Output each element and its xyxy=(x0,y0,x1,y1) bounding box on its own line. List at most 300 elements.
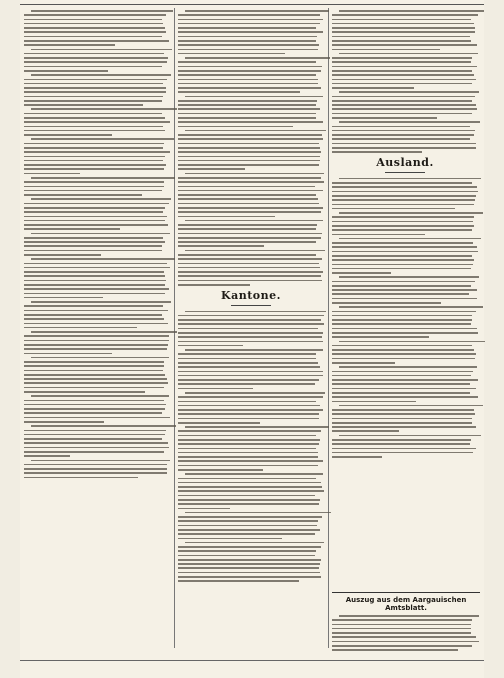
text-line xyxy=(332,199,475,201)
text-line xyxy=(178,478,316,480)
text-line xyxy=(178,456,318,458)
text-line xyxy=(339,366,477,368)
text-line xyxy=(31,331,177,333)
text-line xyxy=(24,36,162,38)
text-line xyxy=(185,10,329,12)
text-line xyxy=(178,366,320,368)
text-line xyxy=(332,285,471,287)
text-line xyxy=(31,460,170,462)
text-line xyxy=(332,100,472,102)
text-line xyxy=(178,198,318,200)
text-line xyxy=(178,516,322,518)
text-line xyxy=(332,208,455,210)
text-line xyxy=(332,251,478,253)
text-line xyxy=(24,70,108,72)
text-line xyxy=(332,439,471,441)
text-line xyxy=(178,160,320,162)
text-line xyxy=(24,335,169,337)
text-line xyxy=(24,455,70,457)
text-line xyxy=(332,36,470,38)
text-line xyxy=(178,194,316,196)
text-line xyxy=(332,113,472,115)
text-line xyxy=(185,173,324,175)
text-line xyxy=(24,143,164,145)
text-line xyxy=(178,315,324,317)
text-line xyxy=(178,353,316,355)
text-line xyxy=(339,10,484,12)
text-line xyxy=(332,57,472,59)
text-line xyxy=(178,409,323,411)
text-line xyxy=(24,391,145,393)
column-center xyxy=(178,10,324,585)
text-line xyxy=(24,323,168,325)
text-line xyxy=(332,23,474,25)
text-line xyxy=(24,44,115,46)
text-line xyxy=(24,387,164,389)
text-line xyxy=(178,572,320,574)
text-line xyxy=(178,413,319,415)
text-line xyxy=(332,293,469,295)
text-line xyxy=(31,74,170,76)
text-line xyxy=(332,362,395,364)
text-line xyxy=(24,96,163,98)
text-line xyxy=(24,374,165,376)
text-line xyxy=(178,383,315,385)
text-line xyxy=(185,130,326,132)
text-line xyxy=(178,490,324,492)
text-line xyxy=(178,284,250,286)
column-right-lower xyxy=(332,178,478,458)
text-line xyxy=(332,14,478,16)
text-line xyxy=(178,211,321,213)
text-line xyxy=(178,452,318,454)
text-line xyxy=(24,151,170,153)
text-line xyxy=(178,216,275,218)
text-line xyxy=(24,23,163,25)
text-line xyxy=(332,636,476,638)
text-line xyxy=(178,271,323,273)
text-line xyxy=(332,147,476,149)
text-line xyxy=(31,395,168,397)
text-line xyxy=(24,168,164,170)
text-line xyxy=(332,195,476,197)
text-line xyxy=(332,430,399,432)
text-line xyxy=(178,379,319,381)
text-line xyxy=(178,258,322,260)
text-line xyxy=(339,405,482,407)
text-line xyxy=(332,104,476,106)
text-line xyxy=(178,508,230,510)
text-line xyxy=(178,74,316,76)
text-line xyxy=(178,186,315,188)
text-line xyxy=(178,319,321,321)
text-line xyxy=(24,181,164,183)
text-line xyxy=(332,632,471,634)
text-line xyxy=(332,311,476,313)
text-line xyxy=(24,271,164,273)
text-line xyxy=(178,332,323,334)
text-line xyxy=(178,529,320,531)
text-line xyxy=(332,66,477,68)
text-line xyxy=(332,61,471,63)
text-line xyxy=(332,151,422,153)
text-line xyxy=(178,533,315,535)
text-line xyxy=(178,177,321,179)
text-line xyxy=(339,121,480,123)
text-line xyxy=(24,57,168,59)
text-line xyxy=(332,319,472,321)
text-line xyxy=(178,263,319,265)
text-line xyxy=(178,207,323,209)
text-line xyxy=(24,438,162,440)
text-line xyxy=(178,439,320,441)
text-line xyxy=(178,401,316,403)
text-line xyxy=(332,255,472,257)
text-line xyxy=(178,113,316,115)
text-line xyxy=(332,396,478,398)
text-line xyxy=(24,156,165,158)
text-line xyxy=(24,288,169,290)
text-line xyxy=(339,53,477,55)
text-line xyxy=(178,143,319,145)
amtsblatt-text xyxy=(332,615,480,651)
text-line xyxy=(24,442,168,444)
text-line xyxy=(178,14,320,16)
text-line xyxy=(24,186,164,188)
text-line xyxy=(178,323,324,325)
text-line xyxy=(332,619,472,621)
text-line xyxy=(24,104,143,106)
text-line xyxy=(24,284,165,286)
text-line xyxy=(31,425,176,427)
text-line xyxy=(332,186,477,188)
text-line xyxy=(178,138,323,140)
text-line xyxy=(24,19,162,21)
text-line xyxy=(332,375,471,377)
column-left xyxy=(24,10,170,481)
top-rule xyxy=(20,4,484,5)
text-line xyxy=(31,357,168,359)
text-line xyxy=(178,237,321,239)
text-line xyxy=(24,404,166,406)
text-line xyxy=(332,281,475,283)
text-line xyxy=(178,576,321,578)
text-line xyxy=(178,53,285,55)
text-line xyxy=(332,409,474,411)
text-line xyxy=(24,412,162,414)
text-line xyxy=(31,10,173,12)
text-line xyxy=(332,242,473,244)
text-line xyxy=(339,615,478,617)
text-line xyxy=(178,36,317,38)
text-line xyxy=(178,460,323,462)
text-line xyxy=(332,27,475,29)
text-line xyxy=(178,580,299,582)
text-line xyxy=(332,143,476,145)
text-line xyxy=(31,301,171,303)
text-line xyxy=(31,108,177,110)
text-line xyxy=(24,245,162,247)
text-line xyxy=(24,237,163,239)
text-line xyxy=(178,117,316,119)
text-line xyxy=(185,349,322,351)
text-line xyxy=(178,555,315,557)
text-line xyxy=(332,246,477,248)
text-line xyxy=(178,31,323,33)
text-line xyxy=(178,49,318,51)
text-line xyxy=(24,344,168,346)
text-line xyxy=(178,134,322,136)
text-line xyxy=(24,228,120,230)
text-line xyxy=(339,306,483,308)
text-line xyxy=(332,452,473,454)
text-line xyxy=(332,216,474,218)
text-line xyxy=(332,272,391,274)
text-line xyxy=(178,563,320,565)
text-line xyxy=(178,91,300,93)
text-line xyxy=(178,503,319,505)
text-line xyxy=(24,267,170,269)
text-line xyxy=(178,430,321,432)
text-line xyxy=(332,31,475,33)
bottom-rule xyxy=(20,660,484,661)
section-heading-ausland xyxy=(332,156,478,173)
text-line xyxy=(24,203,169,205)
text-line xyxy=(178,435,316,437)
text-line xyxy=(332,353,476,355)
text-line xyxy=(24,408,165,410)
text-line xyxy=(332,649,458,651)
text-line xyxy=(178,546,321,548)
text-line xyxy=(24,224,168,226)
text-line xyxy=(332,289,477,291)
text-line xyxy=(24,130,165,132)
text-line xyxy=(24,134,112,136)
text-line xyxy=(332,225,474,227)
text-line xyxy=(178,559,321,561)
text-line xyxy=(24,293,165,295)
text-line xyxy=(24,160,163,162)
text-line xyxy=(24,477,138,479)
text-line xyxy=(332,371,473,373)
text-line xyxy=(185,426,329,428)
text-line xyxy=(178,228,316,230)
text-line xyxy=(178,79,318,81)
text-line xyxy=(332,418,472,420)
column-divider xyxy=(174,8,175,648)
text-line xyxy=(24,297,103,299)
text-line xyxy=(178,224,317,226)
section-heading-text: Kantone. xyxy=(221,288,281,302)
text-line xyxy=(24,365,164,367)
text-line xyxy=(178,486,322,488)
text-line xyxy=(332,422,472,424)
text-line xyxy=(332,117,437,119)
text-line xyxy=(185,220,322,222)
text-line xyxy=(178,108,320,110)
text-line xyxy=(178,164,319,166)
text-line xyxy=(332,302,441,304)
text-line xyxy=(332,44,477,46)
text-line xyxy=(24,400,164,402)
text-line xyxy=(332,448,476,450)
text-line xyxy=(178,422,260,424)
column-center-lower xyxy=(178,311,324,582)
text-line xyxy=(178,156,320,158)
text-line xyxy=(332,264,473,266)
text-line xyxy=(24,370,163,372)
text-line xyxy=(24,87,166,89)
text-line xyxy=(332,315,472,317)
text-line xyxy=(24,348,167,350)
text-line xyxy=(178,375,323,377)
text-line xyxy=(24,430,166,432)
text-line xyxy=(24,100,162,102)
text-line xyxy=(178,388,253,390)
text-line xyxy=(178,495,315,497)
text-line xyxy=(24,468,167,470)
text-line xyxy=(24,126,163,128)
text-line xyxy=(332,645,472,647)
text-line xyxy=(24,91,166,93)
text-line xyxy=(332,83,472,85)
text-line xyxy=(24,31,166,33)
text-line xyxy=(178,40,316,42)
text-line xyxy=(332,130,475,132)
text-line xyxy=(178,104,316,106)
text-line xyxy=(31,258,174,260)
text-line xyxy=(178,567,319,569)
text-line xyxy=(178,83,318,85)
column-center-upper xyxy=(178,10,324,286)
text-line xyxy=(178,418,319,420)
text-line xyxy=(178,341,323,343)
text-line xyxy=(178,443,319,445)
text-line xyxy=(178,465,318,467)
text-line xyxy=(332,443,470,445)
text-line xyxy=(24,117,165,119)
text-line xyxy=(24,216,167,218)
text-line xyxy=(24,173,80,175)
text-line xyxy=(178,499,320,501)
text-line xyxy=(24,250,162,252)
text-line xyxy=(24,434,165,436)
text-line xyxy=(178,520,318,522)
text-line xyxy=(178,87,321,89)
text-line xyxy=(24,353,112,355)
column-divider xyxy=(328,8,329,648)
text-line xyxy=(178,254,316,256)
text-line xyxy=(24,61,167,63)
text-line xyxy=(332,624,471,626)
text-line xyxy=(178,345,243,347)
text-line xyxy=(178,482,321,484)
text-line xyxy=(178,61,316,63)
amtsblatt-title: Auszug aus dem Aargauischen Amtsblatt. xyxy=(345,596,467,612)
text-line xyxy=(178,362,318,364)
text-line xyxy=(178,181,324,183)
text-line xyxy=(24,53,164,55)
text-line xyxy=(332,70,472,72)
text-line xyxy=(24,14,166,16)
text-line xyxy=(178,70,321,72)
text-line xyxy=(185,512,330,514)
text-line xyxy=(24,361,164,363)
text-line xyxy=(24,121,170,123)
text-line xyxy=(178,245,264,247)
text-line xyxy=(178,280,322,282)
text-line xyxy=(24,382,168,384)
text-line xyxy=(339,435,481,437)
text-line xyxy=(185,542,324,544)
text-line xyxy=(24,220,165,222)
text-line xyxy=(24,275,165,277)
text-line xyxy=(178,151,321,153)
text-line xyxy=(24,314,162,316)
text-line xyxy=(24,66,162,68)
text-line xyxy=(332,96,475,98)
text-line xyxy=(339,238,481,240)
text-line xyxy=(24,378,167,380)
text-line xyxy=(178,19,323,21)
text-line xyxy=(24,472,167,474)
text-line xyxy=(24,340,169,342)
text-line xyxy=(24,207,165,209)
text-line xyxy=(332,323,471,325)
section-heading-text: Ausland. xyxy=(376,155,434,169)
text-line xyxy=(339,276,479,278)
text-line xyxy=(178,328,318,330)
text-line xyxy=(332,259,474,261)
text-line xyxy=(178,550,316,552)
text-line xyxy=(332,328,477,330)
text-line xyxy=(185,473,322,475)
text-line xyxy=(332,426,476,428)
amtsblatt-box xyxy=(332,592,480,661)
text-line xyxy=(339,91,478,93)
text-line xyxy=(178,203,319,205)
text-line xyxy=(178,267,320,269)
text-line xyxy=(178,396,323,398)
text-line xyxy=(185,250,324,252)
text-line xyxy=(332,204,474,206)
text-line xyxy=(178,371,323,373)
text-line xyxy=(24,447,169,449)
text-line xyxy=(178,168,245,170)
text-line xyxy=(339,178,480,180)
text-line xyxy=(332,229,472,231)
text-line xyxy=(24,451,164,453)
text-line xyxy=(332,40,471,42)
text-line xyxy=(24,310,168,312)
text-line xyxy=(178,538,282,540)
column-right-upper xyxy=(332,10,478,153)
text-line xyxy=(332,379,478,381)
text-line xyxy=(178,336,322,338)
text-line xyxy=(178,44,319,46)
text-line xyxy=(332,358,475,360)
text-line xyxy=(24,241,165,243)
text-line xyxy=(178,469,263,471)
text-line xyxy=(332,628,471,630)
text-line xyxy=(178,525,317,527)
text-line xyxy=(332,383,470,385)
text-line xyxy=(31,138,174,140)
text-line xyxy=(332,221,473,223)
text-line xyxy=(24,164,166,166)
text-line xyxy=(339,212,483,214)
text-line xyxy=(178,100,317,102)
